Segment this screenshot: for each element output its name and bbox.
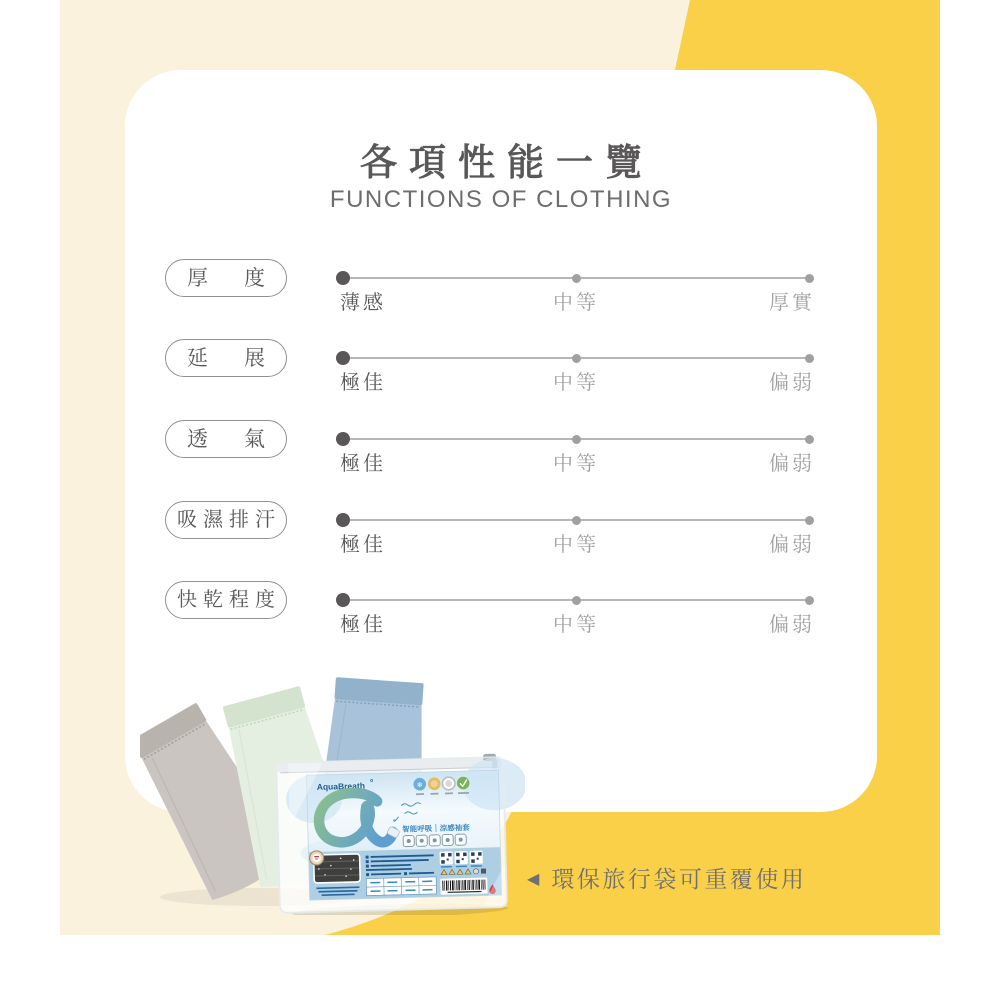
bag-insert-card — [285, 757, 525, 900]
slider-dot-right — [805, 274, 814, 283]
metric-pill-char: 汗 — [255, 509, 275, 531]
slider-dot-middle — [572, 516, 581, 525]
scale-label-left: 極佳 — [340, 453, 386, 475]
slider-dot-middle — [572, 596, 581, 605]
scale-label-middle: 中等 — [553, 453, 599, 475]
metric-pill-char: 延 — [187, 346, 208, 370]
scale-label-left: 極佳 — [340, 534, 386, 556]
metric-pill-label — [165, 420, 287, 458]
scale-label-right: 偏弱 — [769, 453, 815, 475]
scale-label-left: 薄感 — [340, 292, 386, 314]
metric-row — [125, 480, 877, 560]
scale-label-middle: 中等 — [553, 534, 599, 556]
scale-label-right: 偏弱 — [769, 614, 815, 636]
bag-tagline: 智能呼吸｜涼感袖套 — [402, 822, 470, 834]
travel-bag — [276, 753, 525, 915]
scale-label-middle: 中等 — [553, 292, 599, 314]
swatch-text-lines — [316, 886, 359, 896]
scale-label-middle: 中等 — [553, 614, 599, 636]
page-title: 各項性能一覽 — [360, 142, 654, 183]
scale-label-right: 厚實 — [769, 292, 815, 314]
metric-pill-char: 厚 — [187, 266, 208, 290]
brand-name: AquaBreath — [316, 780, 366, 792]
metric-pill-char: 程 — [229, 589, 249, 611]
slider-dot-selected — [336, 271, 350, 285]
metric-pill-char: 濕 — [203, 509, 223, 531]
metric-pill-char: 吸 — [177, 509, 197, 531]
slider-dot-right — [805, 435, 814, 444]
left-pointer-icon: ◀ — [527, 871, 540, 888]
scale-label-right: 偏弱 — [769, 534, 815, 556]
metric-pill-char: 乾 — [203, 589, 223, 611]
scale-label-middle: 中等 — [553, 372, 599, 394]
metric-pill-char: 度 — [244, 266, 265, 290]
metric-pill-char: 展 — [244, 346, 265, 370]
slider-dot-selected — [336, 351, 350, 365]
scale-label-right: 偏弱 — [769, 372, 815, 394]
metric-pill-char: 排 — [229, 509, 249, 531]
metric-pill-char: 氣 — [244, 427, 265, 451]
svg-text:❄: ❄ — [416, 782, 423, 790]
size-table — [366, 877, 436, 896]
bag-caption — [527, 861, 806, 894]
page-subtitle: FUNCTIONS OF CLOTHING — [329, 186, 673, 213]
slider-dot-selected — [336, 432, 350, 446]
slider-dot-right — [805, 354, 814, 363]
slider-dot-middle — [572, 354, 581, 363]
slider-dot-middle — [572, 274, 581, 283]
metric-pill-label — [165, 581, 287, 619]
fabric-swatch — [309, 850, 360, 883]
metric-pill-label — [165, 259, 287, 297]
metric-row — [125, 318, 877, 398]
metric-pill-label — [165, 501, 287, 539]
function-mini-icons — [403, 834, 466, 847]
barcode — [440, 877, 487, 894]
slider-dot-selected — [336, 513, 350, 527]
metric-pill-label — [165, 339, 287, 377]
metric-pill-char: 透 — [187, 427, 208, 451]
metric-row — [125, 560, 877, 640]
scale-label-left: 極佳 — [340, 372, 386, 394]
bag-caption-text: 環保旅行袋可重覆使用 — [551, 866, 807, 892]
scale-label-left: 極佳 — [340, 614, 386, 636]
metric-pill-char: 度 — [255, 589, 275, 611]
product-photo — [140, 665, 525, 915]
metric-row — [125, 399, 877, 479]
slider-dot-selected — [336, 593, 350, 607]
metric-row — [125, 238, 877, 318]
metric-pill-char: 快 — [177, 589, 197, 611]
slider-dot-right — [805, 596, 814, 605]
slider-dot-middle — [572, 435, 581, 444]
slider-dot-right — [805, 516, 814, 525]
